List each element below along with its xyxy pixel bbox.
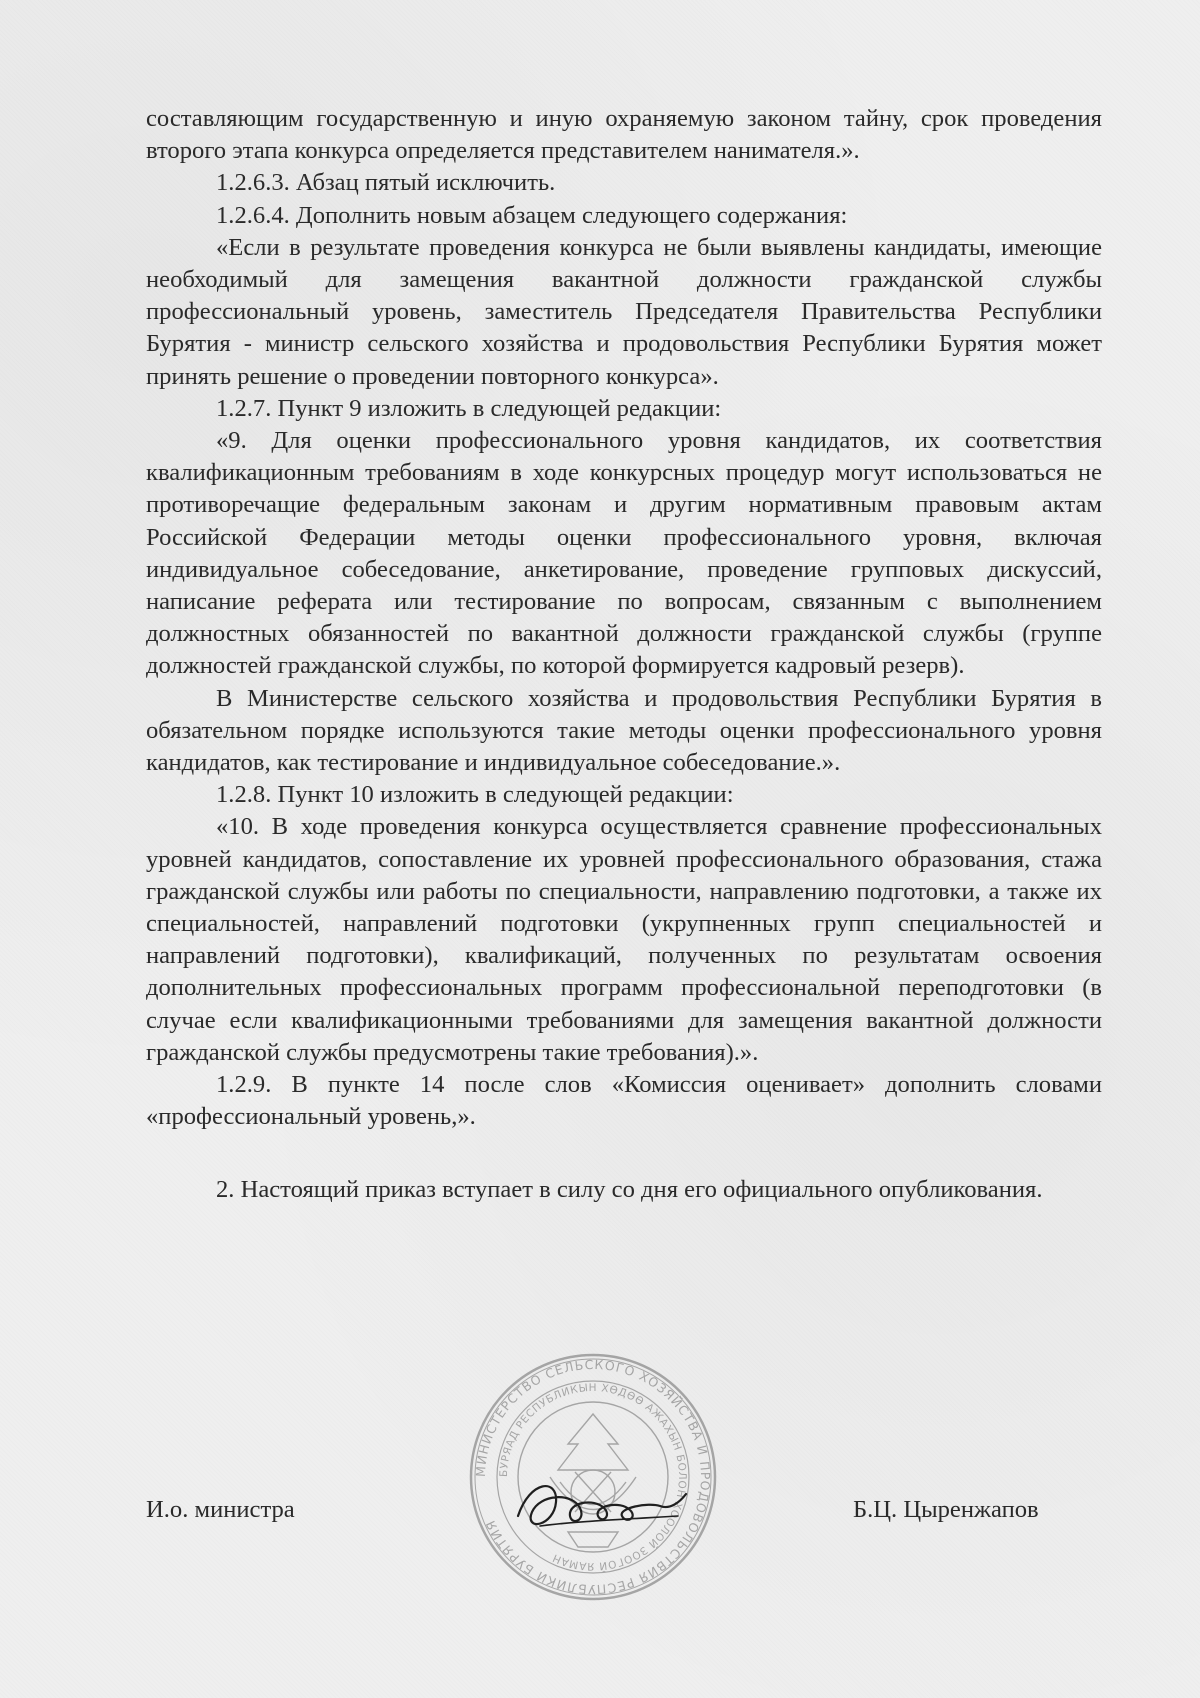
paragraph-effective-date: 2. Настоящий приказ вступает в силу со дня его официального опубликования. (216, 1175, 1043, 1203)
paragraph-point-10-quote: «10. В ходе проведения конкурса осуществляется сравнение профессиональных уровней кандидатов, сопоставление их уровней профессионального образования, стажа гражданской службы или работы по специальности, направлению подготовки, а также их специальностей, направлений подготовки (укрупненных групп специальностей и направлений подготовки), квалификаций, полученных по результатам освоения дополнительных профессиональных программ профессиональной переподготовки (в случае если квалификационными требованиями для замещения вакантной должности гражданской службы предусмотрены такие требования).». (146, 813, 1102, 1066)
seal-outer-text: МИНИСТЕРСТВО СЕЛЬСКОГО ХОЗЯЙСТВА И ПРОДОВОЛЬСТВИЯ РЕСПУБЛИКИ БУРЯТИЯ (472, 1356, 714, 1598)
paragraph-1-2-6-4: 1.2.6.4. Дополнить новым абзацем следующего содержания: (216, 201, 848, 229)
signer-name: Б.Ц. Цыренжапов (853, 1496, 1039, 1523)
paragraph-1-2-9: 1.2.9. В пункте 14 после слов «Комиссия оценивает» дополнить словами «профессиональный уровень,». (146, 1071, 1102, 1131)
paragraph-1-2-6-3: 1.2.6.3. Абзац пятый исключить. (216, 169, 556, 197)
handwritten-signature-icon (510, 1472, 690, 1542)
paragraph-repeat-contest-quote: «Если в результате проведения конкурса не были выявлены кандидаты, имеющие необходимый для замещения вакантной должности гражданской службы профессиональный уровень, заместитель Председателя Правительства Республики Бурятия - министр сельского хозяйства и продовольствия Республики Бурятия может принять решение о проведении повторного конкурса». (146, 233, 1102, 390)
document-body (146, 103, 1102, 1206)
paragraph-1-2-7: 1.2.7. Пункт 9 изложить в следующей редакции: (216, 394, 722, 422)
paragraph-point-9-quote: «9. Для оценки профессионального уровня кандидатов, их соответствия квалификационным требованиям в ходе конкурсных процедур могут использоваться не противоречащие федеральным законам и другим нормативным правовым актам Российской Федерации методы оценки профессионального уровня, включая индивидуальное собеседование, анкетирование, проведение групповых дискуссий, написание реферата или тестирование по вопросам, связанным с выполнением должностных обязанностей по вакантной должности гражданской службы (группе должностей гражданской службы, по которой формируется кадровый резерв). (146, 427, 1102, 680)
paragraph-1-2-8: 1.2.8. Пункт 10 изложить в следующей редакции: (216, 781, 734, 809)
signer-position-title: И.о. министра (146, 1496, 295, 1523)
paragraph-continuation: составляющим государственную и иную охраняемую законом тайну, срок проведения второго этапа конкурса определяется представителем нанимателя.». (146, 105, 1102, 165)
paragraph-ministry-methods: В Министерстве сельского хозяйства и продовольствия Республики Бурятия в обязательном порядке используются такие методы оценки профессионального уровня кандидатов, как тестирование и индивидуальное собеседование.». (146, 684, 1102, 777)
seal-inner-text: БУРЯАД РЕСПУБЛИКЫН ХӨДӨӨ АЖАХЫН БОЛОН ХООЛОЙ ЗООГОЙ ЯАМАН (497, 1381, 689, 1573)
